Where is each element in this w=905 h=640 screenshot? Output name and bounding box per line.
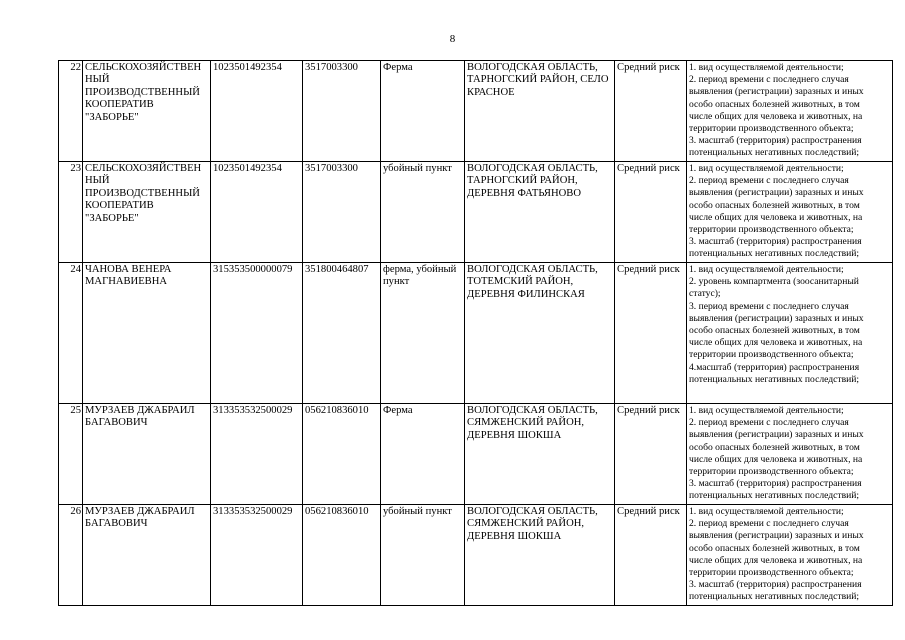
risk-factors-cell: [687, 404, 893, 505]
address-cell-line: ДЕРЕВНЯ ШОКША: [467, 530, 562, 542]
inn-cell: 351800464807: [303, 263, 381, 404]
address-cell-line: ДЕРЕВНЯ ФИЛИНСКАЯ: [467, 288, 585, 300]
risk-factors-cell-line: числе общих для человека и животных, на: [689, 110, 863, 122]
name-cell-line: МУРЗАЕВ ДЖАБРАИЛ: [85, 405, 195, 416]
risk-factors-cell-line: 3. масштаб (территория) распространения: [689, 236, 862, 248]
address-cell-line: ВОЛОГОДСКАЯ ОБЛАСТЬ,: [467, 163, 598, 174]
inn-cell: 3517003300: [303, 162, 381, 263]
risk-factors-cell-line: числе общих для человека и животных, на: [689, 453, 863, 465]
risk-factors-cell-line: потенциальных негативных последствий;: [689, 490, 860, 502]
risk-factors-cell-line: 2. период времени с последнего случая: [689, 74, 849, 86]
risk-factors-cell-line: особо опасных болезней животных, в том: [689, 98, 860, 110]
risk-factors-cell-line: потенциальных негативных последствий;: [689, 248, 860, 260]
page-number: 8: [449, 33, 456, 45]
name-cell: [83, 404, 211, 505]
risk-factors-cell-line: статус);: [689, 288, 721, 300]
name-cell-line: КООПЕРАТИВ: [85, 200, 154, 212]
risk-factors-cell-line: выявления (регистрации) заразных и иных: [689, 86, 864, 98]
risk-factors-cell-line: особо опасных болезней животных, в том: [689, 325, 860, 337]
risk-factors-cell-line: потенциальных негативных последствий;: [689, 373, 860, 385]
risk-factors-cell-line: 3. масштаб (территория) распространения: [689, 579, 862, 591]
address-cell: [465, 404, 615, 505]
risk-category-cell: Средний риск: [615, 404, 687, 505]
name-cell: [83, 61, 211, 162]
risk-category-cell: Средний риск: [615, 505, 687, 606]
risk-category-cell: Средний риск: [615, 263, 687, 404]
risk-factors-cell-line: выявления (регистрации) заразных и иных: [689, 429, 864, 441]
risk-factors-cell-line: 2. уровень компартмента (зоосанитарный: [689, 276, 859, 288]
row-number-cell: 24: [59, 263, 83, 404]
risk-factors-cell-line: 1. вид осуществляемой деятельности;: [689, 264, 844, 275]
address-cell: [465, 162, 615, 263]
address-cell-line: ТАРНОГСКИЙ РАЙОН,: [467, 175, 578, 187]
risk-factors-cell-line: территории производственного объекта;: [689, 123, 854, 135]
risk-factors-cell: [687, 162, 893, 263]
risk-factors-cell: [687, 263, 893, 404]
name-cell-line: НЫЙ: [85, 175, 110, 187]
risk-factors-cell-line: 3. масштаб (территория) распространения: [689, 135, 862, 147]
table-row: [59, 505, 893, 606]
name-cell-line: СЕЛЬСКОХОЗЯЙСТВЕН: [85, 163, 202, 174]
address-cell: [465, 61, 615, 162]
risk-factors-cell-line: 3. масштаб (территория) распространения: [689, 478, 862, 490]
address-cell-line: СЯМЖЕНСКИЙ РАЙОН,: [467, 518, 585, 530]
name-cell-line: МУРЗАЕВ ДЖАБРАИЛ: [85, 506, 195, 517]
object-type-cell: убойный пункт: [381, 162, 465, 263]
address-cell: [465, 263, 615, 404]
risk-factors-cell-line: территории производственного объекта;: [689, 567, 854, 579]
risk-factors-cell-line: 1. вид осуществляемой деятельности;: [689, 405, 844, 416]
risk-factors-cell: [687, 61, 893, 162]
risk-factors-cell-line: территории производственного объекта;: [689, 349, 854, 361]
risk-factors-cell-line: 1. вид осуществляемой деятельности;: [689, 62, 844, 73]
name-cell-line: ПРОИЗВОДСТВЕННЫЙ: [85, 86, 200, 98]
risk-factors-cell-line: 2. период времени с последнего случая: [689, 417, 849, 429]
risk-factors-cell-line: 2. период времени с последнего случая: [689, 175, 849, 187]
row-number-cell: 22: [59, 61, 83, 162]
name-cell-line: "ЗАБОРЬЕ": [85, 111, 139, 123]
name-cell: [83, 162, 211, 263]
inn-cell: 056210836010: [303, 404, 381, 505]
address-cell-line: ТАРНОГСКИЙ РАЙОН, СЕЛО: [467, 74, 609, 86]
row-number-cell: 23: [59, 162, 83, 263]
name-cell-line: ЧАНОВА ВЕНЕРА: [85, 264, 172, 275]
risk-factors-cell-line: потенциальных негативных последствий;: [689, 591, 860, 603]
row-number-cell: 26: [59, 505, 83, 606]
risk-category-cell: Средний риск: [615, 162, 687, 263]
object-type-cell: Ферма: [381, 404, 465, 505]
name-cell-line: ПРОИЗВОДСТВЕННЫЙ: [85, 187, 200, 199]
ogrn-cell: 313353532500029: [211, 404, 303, 505]
risk-factors-cell-line: выявления (регистрации) заразных и иных: [689, 187, 864, 199]
address-cell-line: ДЕРЕВНЯ ШОКША: [467, 429, 562, 441]
address-cell-line: ТОТЕМСКИЙ РАЙОН,: [467, 276, 574, 288]
risk-factors-cell-line: числе общих для человека и животных, на: [689, 554, 863, 566]
risk-factors-cell: [687, 505, 893, 606]
risk-register-table: [58, 60, 893, 606]
address-cell-line: ВОЛОГОДСКАЯ ОБЛАСТЬ,: [467, 506, 598, 517]
risk-factors-cell-line: выявления (регистрации) заразных и иных: [689, 312, 864, 324]
risk-factors-cell-line: числе общих для человека и животных, на: [689, 211, 863, 223]
address-cell: [465, 505, 615, 606]
inn-cell: 3517003300: [303, 61, 381, 162]
name-cell: [83, 505, 211, 606]
name-cell-line: "ЗАБОРЬЕ": [85, 212, 139, 224]
risk-factors-cell-line: 2. период времени с последнего случая: [689, 518, 849, 530]
risk-factors-cell-line: 1. вид осуществляемой деятельности;: [689, 506, 844, 517]
table-row: [59, 404, 893, 505]
name-cell-line: БАГАВОВИЧ: [85, 518, 148, 530]
risk-factors-cell-line: территории производственного объекта;: [689, 224, 854, 236]
address-cell-line: СЯМЖЕНСКИЙ РАЙОН,: [467, 417, 585, 429]
inn-cell: 056210836010: [303, 505, 381, 606]
risk-factors-cell-line: территории производственного объекта;: [689, 466, 854, 478]
name-cell-line: БАГАВОВИЧ: [85, 417, 148, 429]
risk-factors-cell-line: числе общих для человека и животных, на: [689, 337, 863, 349]
row-number-cell: 25: [59, 404, 83, 505]
risk-factors-cell-line: 3. период времени с последнего случая: [689, 300, 849, 312]
risk-factors-cell-line: особо опасных болезней животных, в том: [689, 199, 860, 211]
name-cell-line: СЕЛЬСКОХОЗЯЙСТВЕН: [85, 62, 202, 73]
name-cell-line: КООПЕРАТИВ: [85, 99, 154, 111]
risk-factors-cell-line: 1. вид осуществляемой деятельности;: [689, 163, 844, 174]
table-row: [59, 61, 893, 162]
risk-category-cell: Средний риск: [615, 61, 687, 162]
name-cell-line: НЫЙ: [85, 74, 110, 86]
address-cell-line: КРАСНОЕ: [467, 86, 515, 98]
object-type-cell: ферма, убойный пункт: [381, 263, 465, 404]
table-row: [59, 162, 893, 263]
table-row: [59, 263, 893, 404]
risk-factors-cell-line: особо опасных болезней животных, в том: [689, 542, 860, 554]
address-cell-line: ВОЛОГОДСКАЯ ОБЛАСТЬ,: [467, 264, 598, 275]
risk-factors-cell-line: 4.масштаб (территория) распространения: [689, 361, 860, 373]
name-cell-line: МАГНАВИЕВНА: [85, 276, 168, 288]
object-type-cell: Ферма: [381, 61, 465, 162]
address-cell-line: ДЕРЕВНЯ ФАТЬЯНОВО: [467, 187, 581, 199]
ogrn-cell: 313353532500029: [211, 505, 303, 606]
risk-factors-cell-line: выявления (регистрации) заразных и иных: [689, 530, 864, 542]
ogrn-cell: 1023501492354: [211, 162, 303, 263]
name-cell: [83, 263, 211, 404]
address-cell-line: ВОЛОГОДСКАЯ ОБЛАСТЬ,: [467, 62, 598, 73]
ogrn-cell: 315353500000079: [211, 263, 303, 404]
object-type-cell: убойный пункт: [381, 505, 465, 606]
risk-factors-cell-line: особо опасных болезней животных, в том: [689, 441, 860, 453]
address-cell-line: ВОЛОГОДСКАЯ ОБЛАСТЬ,: [467, 405, 598, 416]
ogrn-cell: 1023501492354: [211, 61, 303, 162]
risk-factors-cell-line: потенциальных негативных последствий;: [689, 147, 860, 159]
